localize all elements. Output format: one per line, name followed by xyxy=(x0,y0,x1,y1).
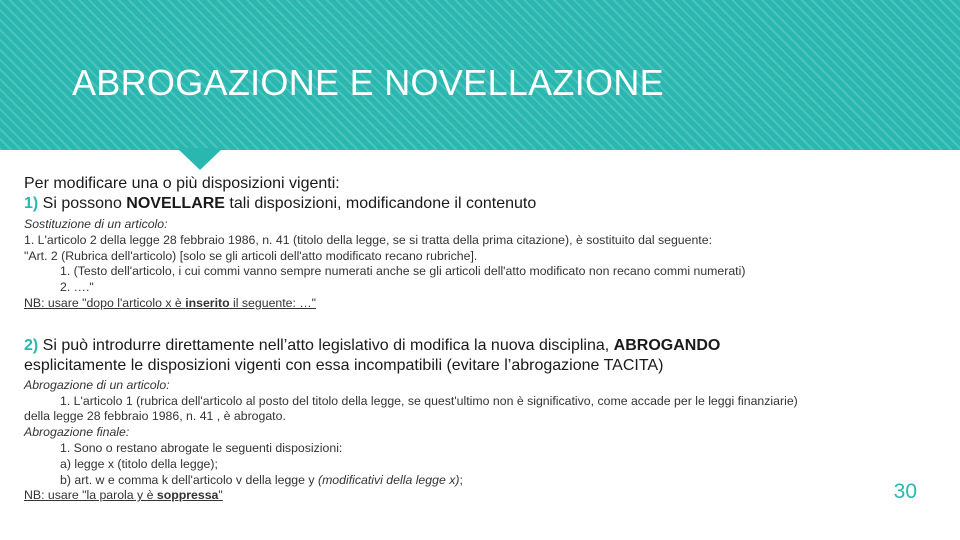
example-1-line-4: 2. …." xyxy=(60,280,94,295)
slide-body xyxy=(24,174,924,504)
title-banner xyxy=(0,0,960,150)
example-1-note-pre: NB: usare "dopo l'articolo x è xyxy=(24,295,186,310)
page-number: 30 xyxy=(893,480,917,503)
example-2-line-5-pre: b) art. w e comma k dell'articolo v della legge y xyxy=(60,472,318,487)
example-2-line-3: 1. Sono o restano abrogate le seguenti disposizioni: xyxy=(60,440,343,455)
point-2-text-pre: Si può introdurre direttamente nell’atto legislativo di modifica la nuova disciplina, xyxy=(38,336,614,354)
example-2-heading-2: Abrogazione finale: xyxy=(24,425,130,440)
example-2-note-post: " xyxy=(218,488,223,503)
example-1-line-2: "Art. 2 (Rubrica dell'articolo) [solo se gli articoli dell'atto modificato recano rubriche]. xyxy=(24,248,478,263)
example-2-line-5 xyxy=(24,473,924,489)
example-1-heading: Sostituzione di un articolo: xyxy=(24,217,168,231)
point-2-number: 2) xyxy=(24,336,39,354)
example-2-note xyxy=(24,488,924,504)
example-2-heading: Abrogazione di un articolo: xyxy=(24,377,170,392)
example-1 xyxy=(24,217,924,312)
example-2-line-5-post: ; xyxy=(459,472,463,487)
point-2-line-2: esplicitamente le disposizioni vigenti con essa incompatibili (evitare l’abrogazione TACITA) xyxy=(24,356,664,374)
point-2 xyxy=(24,336,924,356)
slide-title: ABROGAZIONE E NOVELLAZIONE xyxy=(72,62,664,103)
example-2-line-2: della legge 28 febbraio 1986, n. 41 , è abrogato. xyxy=(24,409,286,424)
example-2-note-keyword: soppressa xyxy=(156,488,219,503)
example-1-note xyxy=(24,296,924,312)
point-1-keyword: NOVELLARE xyxy=(126,195,225,212)
banner-notch xyxy=(177,148,223,170)
point-1-number: 1) xyxy=(24,195,39,212)
example-1-line-1: 1. L'articolo 2 della legge 28 febbraio 1986, n. 41 (titolo della legge, se si tratta della prima citazione), è sostituito dal seguente: xyxy=(24,232,712,247)
point-2-keyword: ABROGANDO xyxy=(613,336,721,354)
example-2-line-4: a) legge x (titolo della legge); xyxy=(60,456,218,471)
example-1-line-3: 1. (Testo dell'articolo, i cui commi vanno sempre numerati anche se gli articoli dell'atto modificato non recano commi numerati) xyxy=(60,264,746,279)
point-1 xyxy=(24,194,924,214)
example-1-note-keyword: inserito xyxy=(185,295,230,310)
intro-text: Per modificare una o più disposizioni vigenti: xyxy=(24,175,340,192)
point-1-text-post: tali disposizioni, modificandone il contenuto xyxy=(224,195,537,212)
point-1-text-pre: Si possono xyxy=(38,195,127,212)
example-2-line-5-italic: (modificativi della legge x) xyxy=(317,472,460,487)
example-2-note-pre: NB: usare "la parola y è xyxy=(24,488,157,503)
example-1-note-post: il seguente: …" xyxy=(229,295,316,310)
example-2 xyxy=(24,378,924,504)
section-gap xyxy=(24,312,924,336)
example-2-line-1: 1. L'articolo 1 (rubrica dell'articolo al posto del titolo della legge, se quest'ultimo non è significativo, come accade per le leggi finanziarie) xyxy=(60,393,798,408)
